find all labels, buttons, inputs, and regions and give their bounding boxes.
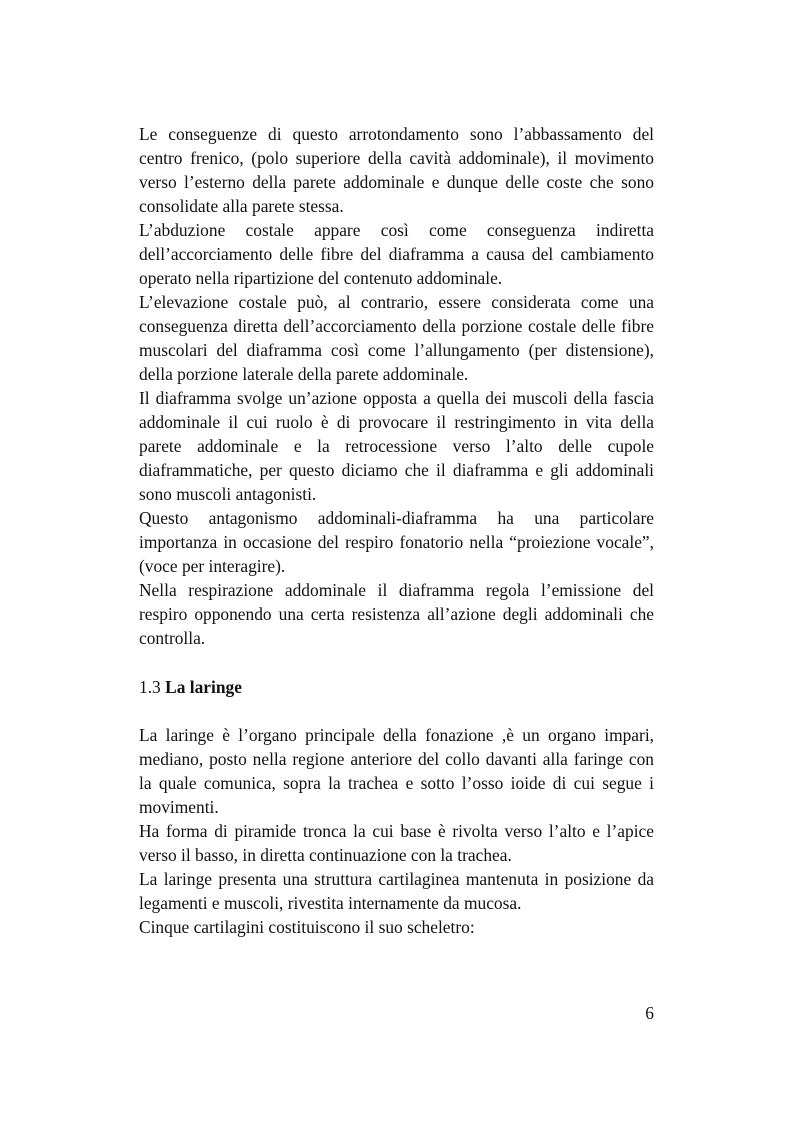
paragraph: L’abduzione costale appare così come conseguenza indiretta dell’accorciamento delle fibre del diaframma a causa del cambiamento operato nella ripartizione del contenuto addominale. xyxy=(139,220,654,288)
section-number: 1.3 xyxy=(139,677,161,697)
paragraph: Cinque cartilagini costituiscono il suo scheletro: xyxy=(139,917,475,937)
paragraph: Ha forma di piramide tronca la cui base è rivolta verso l’alto e l’apice verso il basso, in diretta continuazione con la trachea. xyxy=(139,821,654,865)
body-text-bottom xyxy=(139,723,654,939)
body-text-top xyxy=(139,122,654,650)
paragraph: La laringe è l’organo principale della fonazione ,è un organo impari, mediano, posto nella regione anteriore del collo davanti alla faringe con la quale comunica, sopra la trachea e sotto l’osso ioide di cui segue i movimenti. xyxy=(139,725,654,817)
paragraph: Il diaframma svolge un’azione opposta a quella dei muscoli della fascia addominale il cui ruolo è di provocare il restringimento in vita della parete addominale e la retrocessione verso l’alto delle cupole diaframmatiche, per questo diciamo che il diaframma e gli addominali sono muscoli antagonisti. xyxy=(139,388,654,504)
paragraph: Questo antagonismo addominali-diaframma ha una particolare importanza in occasione del respiro fonatorio nella “proiezione vocale”, (voce per interagire). xyxy=(139,508,654,576)
paragraph: La laringe presenta una struttura cartilaginea mantenuta in posizione da legamenti e muscoli, rivestita internamente da mucosa. xyxy=(139,869,654,913)
paragraph: Nella respirazione addominale il diaframma regola l’emissione del respiro opponendo una certa resistenza all’azione degli addominali che controlla. xyxy=(139,580,654,648)
page-number: 6 xyxy=(645,1003,654,1023)
paragraph: Le conseguenze di questo arrotondamento sono l’abbassamento del centro frenico, (polo superiore della cavità addominale), il movimento verso l’esterno della parete addominale e dunque delle coste che sono consolidate alla parete stessa. xyxy=(139,124,654,216)
section-heading xyxy=(139,675,242,699)
paragraph: L’elevazione costale può, al contrario, essere considerata come una conseguenza diretta dell’accorciamento della porzione costale delle fibre muscolari del diaframma così come l’allungamento (per distensione), della porzione laterale della parete addominale. xyxy=(139,292,654,384)
section-title: La laringe xyxy=(165,677,242,697)
